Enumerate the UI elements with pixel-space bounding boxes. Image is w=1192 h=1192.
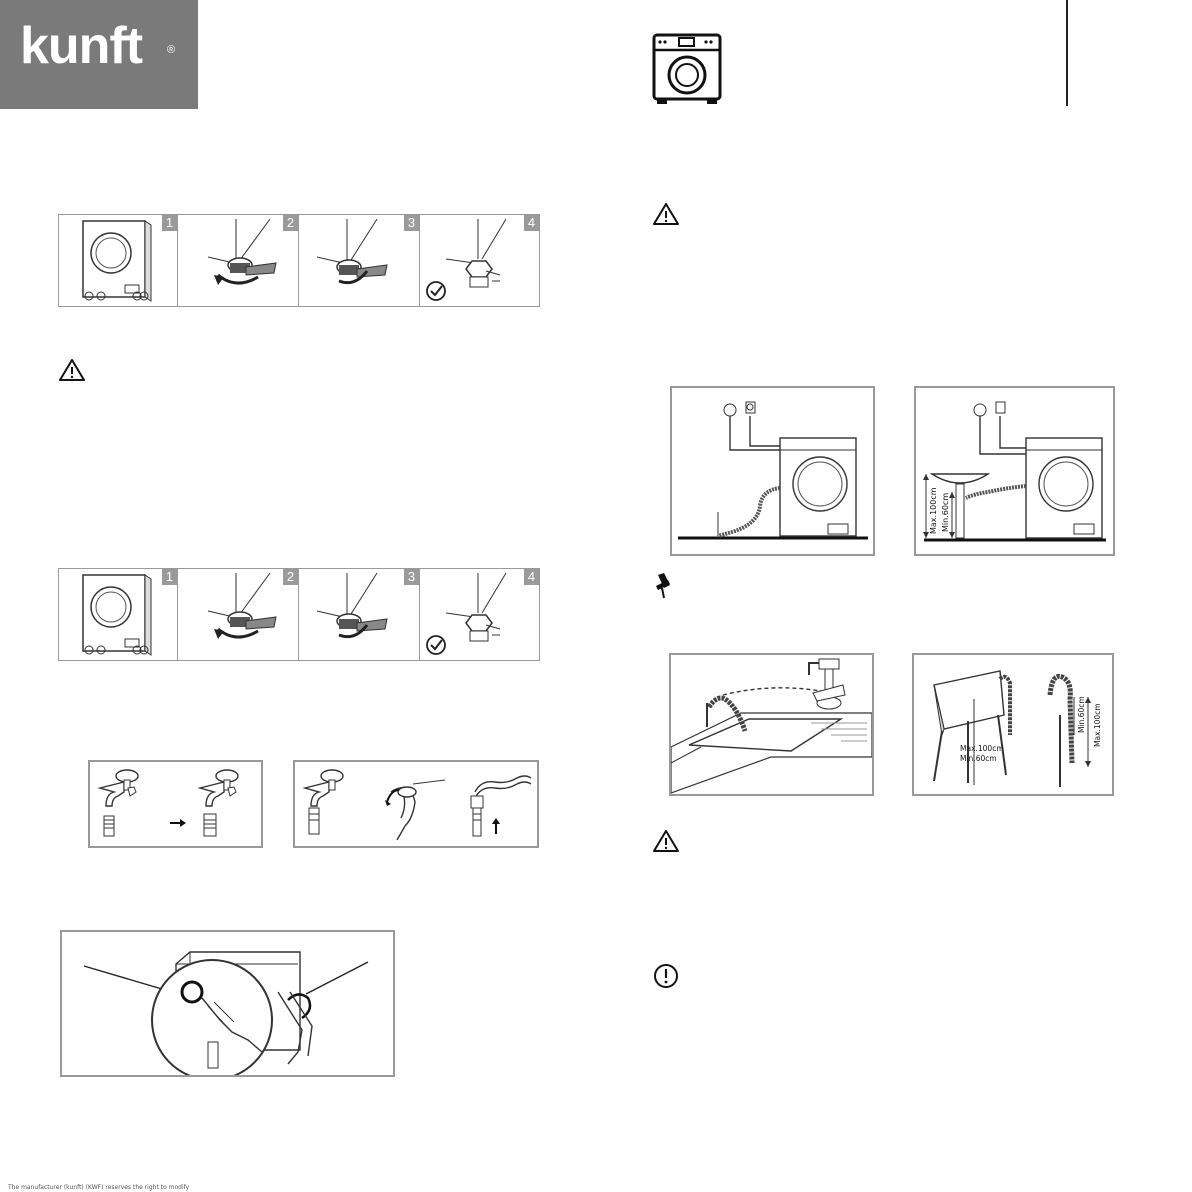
step-number: 1 — [162, 569, 177, 585]
step-number: 2 — [283, 569, 298, 585]
min-height-label-vertical: Min.60cm — [1077, 696, 1086, 733]
step-panel-4 — [420, 215, 539, 306]
step-panel-4 — [420, 569, 539, 660]
step-panel-3 — [299, 569, 420, 660]
hose-over-sink-figure — [669, 653, 874, 796]
max-height-label: Max.100cm — [929, 487, 938, 534]
step-panel-3 — [299, 215, 420, 306]
transport-bolt-strip-1 — [58, 214, 540, 307]
min-height-label: Min.60cm — [960, 754, 997, 763]
drain-hose-floor-figure — [670, 386, 875, 556]
step-number: 1 — [162, 215, 177, 231]
divider-line — [1066, 0, 1068, 106]
registered-mark: ® — [167, 44, 176, 56]
step-number: 3 — [404, 215, 419, 231]
check-circle-icon — [427, 282, 445, 300]
warning-triangle-icon — [58, 358, 86, 382]
tap-adapter-figure — [88, 760, 263, 848]
drain-hose-sink-figure — [914, 386, 1115, 556]
max-height-label: Max.100cm — [960, 744, 1004, 753]
step-panel-1 — [59, 569, 178, 660]
push-pin-icon — [652, 572, 674, 600]
step-number: 4 — [524, 215, 539, 231]
logo-text: kunft — [20, 17, 143, 75]
footer-text: The manufacturer (kunft) (KWF) reserves the right to modify — [8, 1184, 190, 1191]
warning-triangle-icon — [652, 202, 680, 226]
check-circle-icon — [427, 636, 445, 654]
step-number: 4 — [524, 569, 539, 585]
kunft-logo — [0, 0, 198, 109]
hose-connection-figure — [293, 760, 539, 848]
washing-machine-icon — [652, 33, 722, 109]
step-panel-2 — [178, 569, 299, 660]
min-height-label: Min.60cm — [941, 492, 950, 532]
transport-bolt-strip-2 — [58, 568, 540, 661]
step-panel-2 — [178, 215, 299, 306]
warning-triangle-icon — [652, 829, 680, 853]
step-panel-1 — [59, 215, 178, 306]
max-height-label-vertical: Max.100cm — [1093, 703, 1102, 747]
step-number: 2 — [283, 215, 298, 231]
exclamation-circle-icon — [653, 963, 679, 989]
inlet-hose-figure — [60, 930, 395, 1077]
step-number: 3 — [404, 569, 419, 585]
hose-in-tub-figure — [912, 653, 1114, 796]
